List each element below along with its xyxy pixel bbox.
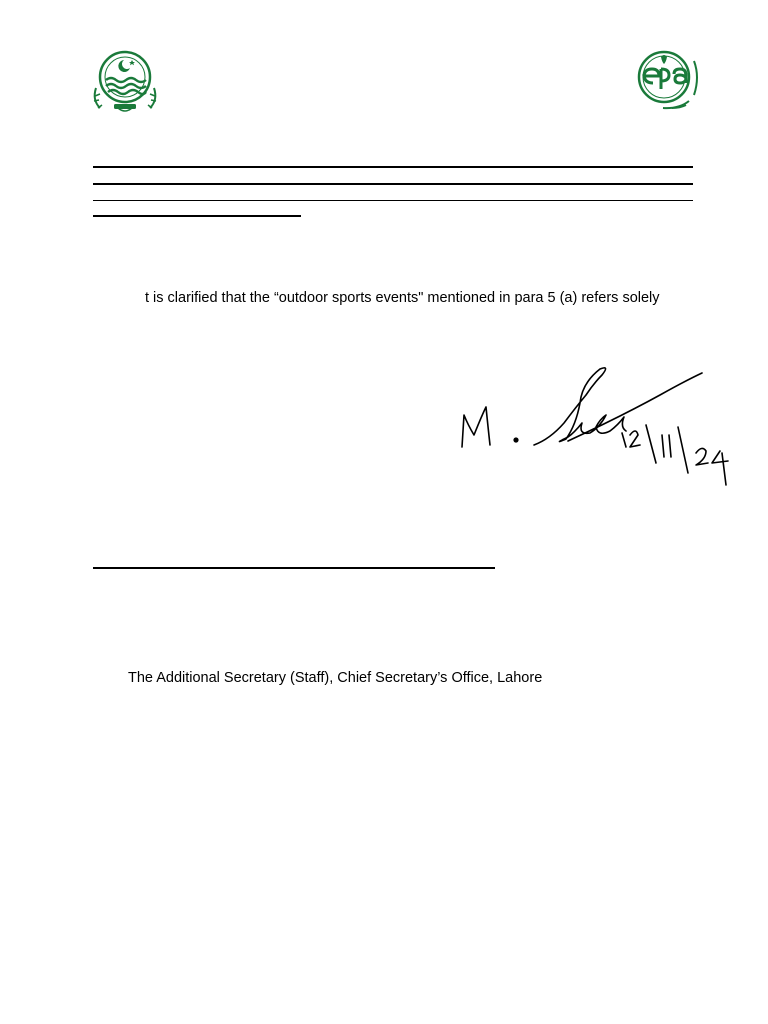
header-rule-2 xyxy=(93,183,693,185)
body-paragraph: t is clarified that the “outdoor sports events" mentioned in para 5 (a) refers solely xyxy=(145,290,660,306)
punjab-emblem-logo xyxy=(88,48,162,114)
header-rule-3 xyxy=(93,200,693,201)
epa-logo xyxy=(634,47,704,113)
signature xyxy=(450,355,740,495)
header-rule-1 xyxy=(93,166,693,168)
recipient-line: The Additional Secretary (Staff), Chief Secretary’s Office, Lahore xyxy=(128,670,543,686)
distribution-underline xyxy=(93,567,495,569)
subject-underline xyxy=(93,215,301,217)
